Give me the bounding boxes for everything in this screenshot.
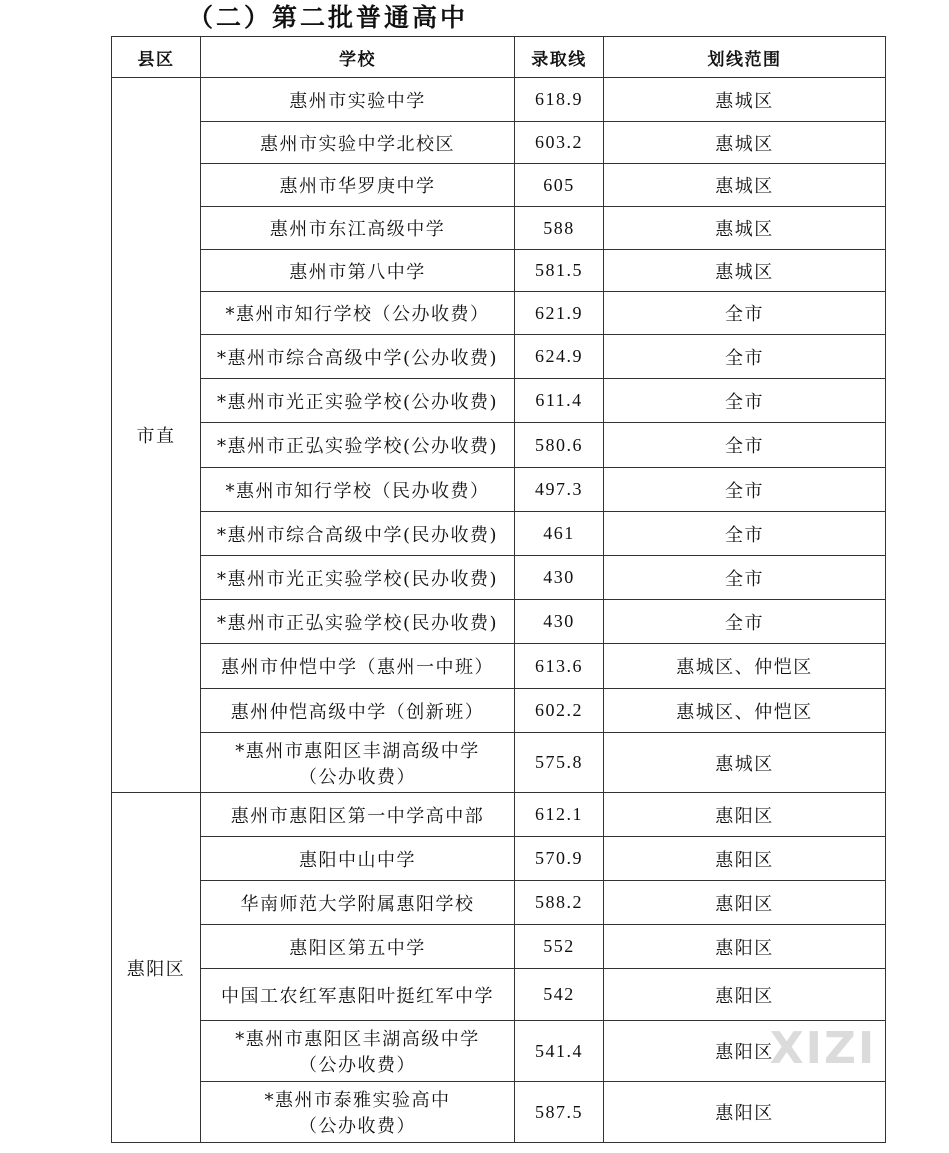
- school-name-line: *惠州市正弘实验学校(民办收费): [216, 612, 499, 634]
- score-cell: 602.2: [515, 689, 604, 733]
- table-row: [112, 468, 886, 512]
- school-name-line: （公办收费）: [299, 1055, 416, 1076]
- school-cell: [201, 925, 515, 969]
- school-cell: [201, 250, 515, 292]
- school-name-line: 惠州市华罗庚中学: [279, 176, 436, 197]
- score-cell: 552: [515, 925, 604, 969]
- scope-cell: 全市: [604, 468, 886, 512]
- school-name-line: 华南师范大学附属惠阳学校: [240, 893, 475, 915]
- table-row: [112, 335, 886, 379]
- scope-cell: 全市: [604, 512, 886, 556]
- school-name-line: *惠州市光正实验学校(公办收费): [216, 391, 499, 413]
- score-cell: 575.8: [515, 733, 604, 793]
- table-row: [112, 837, 886, 881]
- table-row: [112, 881, 886, 925]
- table-header-row: [112, 37, 886, 78]
- scope-cell: 全市: [604, 379, 886, 423]
- scope-cell: 惠阳区: [604, 1021, 886, 1082]
- school-cell: [201, 78, 515, 122]
- school-cell: [201, 1021, 515, 1082]
- scope-cell: 惠阳区: [604, 969, 886, 1021]
- school-name-line: *惠州市综合高级中学(民办收费): [216, 524, 499, 546]
- score-cell: 621.9: [515, 292, 604, 335]
- score-cell: 542: [515, 969, 604, 1021]
- scope-cell: 惠阳区: [604, 837, 886, 881]
- school-name-line: *惠州市光正实验学校(民办收费): [216, 568, 499, 590]
- watermark-logo: XIZI: [769, 1023, 877, 1074]
- school-name-line: *惠州市惠阳区丰湖高级中学: [235, 740, 480, 762]
- table-row: [112, 556, 886, 600]
- score-cell: 430: [515, 556, 604, 600]
- school-name-line: *惠州市惠阳区丰湖高级中学: [235, 1029, 480, 1050]
- scope-cell: 惠城区: [604, 78, 886, 122]
- header-scope: 划线范围: [604, 37, 886, 78]
- score-cell: 570.9: [515, 837, 604, 881]
- table-row: [112, 644, 886, 689]
- school-name-line: 惠州市仲恺中学（惠州一中班）: [221, 657, 494, 678]
- scope-cell: 惠阳区: [604, 793, 886, 837]
- county-cell: 惠阳区: [112, 793, 201, 1143]
- table-body: [112, 78, 886, 1143]
- school-cell: [201, 644, 515, 689]
- score-cell: 580.6: [515, 423, 604, 468]
- school-cell: [201, 468, 515, 512]
- school-cell: [201, 423, 515, 468]
- score-cell: 587.5: [515, 1082, 604, 1143]
- score-cell: 624.9: [515, 335, 604, 379]
- table-row: [112, 1021, 886, 1082]
- table-row: [112, 379, 886, 423]
- score-cell: 611.4: [515, 379, 604, 423]
- scope-cell: 全市: [604, 556, 886, 600]
- school-name-line: 惠州市惠阳区第一中学高中部: [230, 805, 485, 827]
- table-row: [112, 207, 886, 250]
- table-row: [112, 925, 886, 969]
- school-cell: [201, 881, 515, 925]
- score-cell: 588: [515, 207, 604, 250]
- school-name-line: *惠州市知行学校（民办收费）: [225, 480, 490, 502]
- school-cell: [201, 164, 515, 207]
- table-row: [112, 78, 886, 122]
- school-cell: [201, 292, 515, 335]
- table-row: [112, 512, 886, 556]
- scope-cell: 惠阳区: [604, 1082, 886, 1143]
- scope-cell: 全市: [604, 600, 886, 644]
- table-row: [112, 600, 886, 644]
- section-heading: （二）第二批普通高中: [188, 3, 469, 32]
- score-cell: 605: [515, 164, 604, 207]
- school-cell: [201, 512, 515, 556]
- school-cell: [201, 335, 515, 379]
- score-cell: 430: [515, 600, 604, 644]
- scope-cell: 惠城区: [604, 207, 886, 250]
- school-name-line: 惠阳区第五中学: [289, 937, 426, 959]
- school-cell: [201, 969, 515, 1021]
- table-row: [112, 122, 886, 164]
- header-county: 县区: [112, 37, 201, 78]
- score-cell: 603.2: [515, 122, 604, 164]
- school-name-line: *惠州市知行学校（公办收费）: [225, 304, 490, 325]
- table-row: [112, 292, 886, 335]
- scope-cell: 惠阳区: [604, 925, 886, 969]
- scope-cell: 惠城区: [604, 733, 886, 793]
- score-cell: 618.9: [515, 78, 604, 122]
- score-cell: 497.3: [515, 468, 604, 512]
- table-row: [112, 423, 886, 468]
- school-name-line: （公办收费）: [299, 766, 416, 788]
- school-cell: [201, 207, 515, 250]
- school-name-line: 惠州市第八中学: [289, 261, 426, 283]
- school-cell: [201, 122, 515, 164]
- school-cell: [201, 733, 515, 793]
- school-cell: [201, 379, 515, 423]
- school-name-line: 惠州市实验中学北校区: [260, 133, 455, 155]
- school-name-line: *惠州市综合高级中学(公办收费): [216, 347, 499, 369]
- scope-cell: 全市: [604, 335, 886, 379]
- school-name-line: 惠州仲恺高级中学（创新班）: [230, 701, 485, 723]
- table-row: [112, 250, 886, 292]
- school-name-line: *惠州市正弘实验学校(公办收费): [216, 436, 499, 457]
- school-name-line: 惠州市实验中学: [289, 90, 426, 112]
- admission-score-table: [111, 36, 886, 1143]
- school-name-line: *惠州市泰雅实验高中: [264, 1090, 451, 1111]
- table-row: [112, 1082, 886, 1143]
- score-cell: 613.6: [515, 644, 604, 689]
- scope-cell: 全市: [604, 423, 886, 468]
- scope-cell: 惠城区、仲恺区: [604, 689, 886, 733]
- score-cell: 588.2: [515, 881, 604, 925]
- scope-cell: 惠城区: [604, 122, 886, 164]
- county-cell: 市直: [112, 78, 201, 793]
- header-school: 学校: [201, 37, 515, 78]
- scope-cell: 惠阳区: [604, 881, 886, 925]
- school-name-line: 惠州市东江高级中学: [269, 219, 446, 240]
- table-row: [112, 733, 886, 793]
- scope-cell: 惠城区、仲恺区: [604, 644, 886, 689]
- score-cell: 581.5: [515, 250, 604, 292]
- school-cell: [201, 837, 515, 881]
- table-row: [112, 969, 886, 1021]
- school-name-line: （公办收费）: [299, 1116, 416, 1137]
- school-cell: [201, 1082, 515, 1143]
- table-row: [112, 164, 886, 207]
- school-cell: [201, 689, 515, 733]
- header-score: 录取线: [515, 37, 604, 78]
- scope-cell: 全市: [604, 292, 886, 335]
- scope-cell: 惠城区: [604, 250, 886, 292]
- school-cell: [201, 600, 515, 644]
- school-name-line: 中国工农红军惠阳叶挺红军中学: [221, 985, 494, 1007]
- table-row: [112, 689, 886, 733]
- score-cell: 461: [515, 512, 604, 556]
- school-cell: [201, 793, 515, 837]
- table-row: [112, 793, 886, 837]
- school-name-line: 惠阳中山中学: [299, 849, 416, 871]
- score-cell: 612.1: [515, 793, 604, 837]
- scope-cell: 惠城区: [604, 164, 886, 207]
- school-cell: [201, 556, 515, 600]
- score-cell: 541.4: [515, 1021, 604, 1082]
